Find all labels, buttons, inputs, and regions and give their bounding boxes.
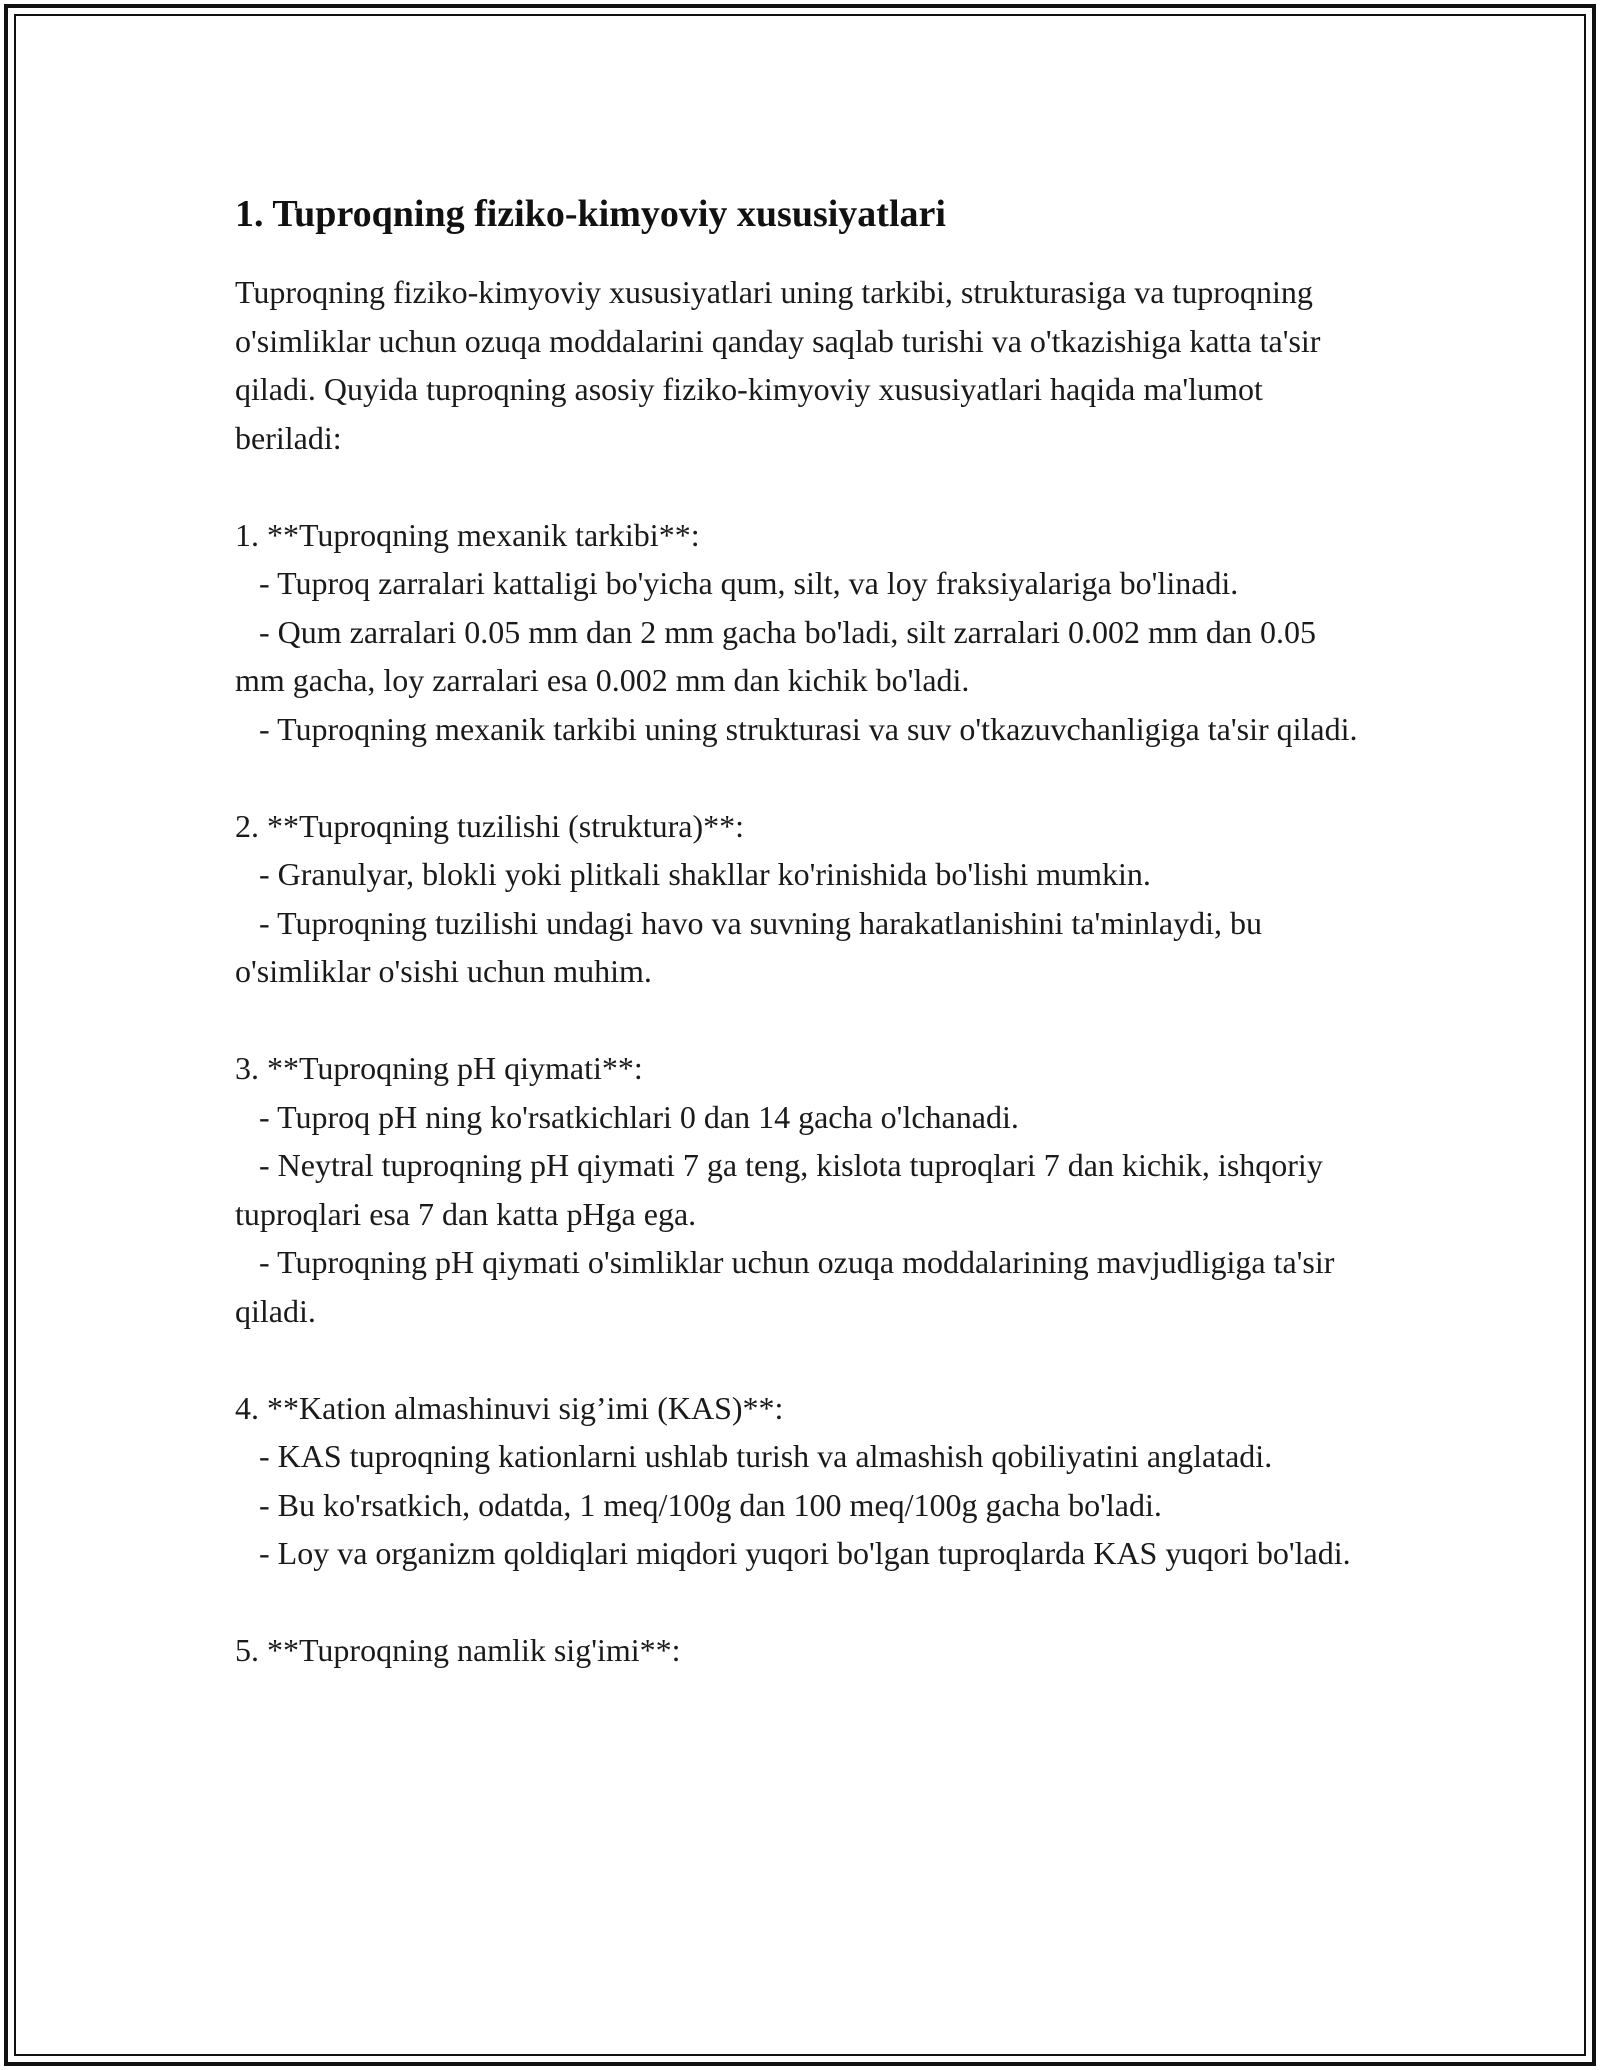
section-title: 5. **Tuproqning namlik sig'imi**: <box>235 1632 681 1668</box>
list-item: - Qum zarralari 0.05 mm dan 2 mm gacha bo'ladi, silt zarralari 0.002 mm dan 0.05 mm gacha, loy zarralari esa 0.002 mm dan kichik bo'ladi. <box>235 613 1325 698</box>
section-title: 1. **Tuproqning mexanik tarkibi**: <box>235 516 700 553</box>
section-namlik-sigimi <box>235 1626 1365 1675</box>
section-tuzilishi <box>235 802 1365 996</box>
section-mexanik-tarkibi <box>235 511 1365 754</box>
section-title: 2. **Tuproqning tuzilishi (struktura)**: <box>235 807 745 844</box>
list-item: - KAS tuproqning kationlarni ushlab turish va almashish qobiliyatini anglatadi. <box>235 1438 1273 1474</box>
list-item: - Granulyar, blokli yoki plitkali shakllar ko'rinishida bo'lishi mumkin. <box>235 856 1151 892</box>
document-body <box>235 190 1365 1675</box>
list-item: - Tuproqning mexanik tarkibi uning strukturasi va suv o'tkazuvchanligiga ta'sir qiladi. <box>235 710 1358 747</box>
list-item: - Neytral tuproqning pH qiymati 7 ga teng, kislota tuproqlari 7 dan kichik, ishqoriy tuproqlari esa 7 dan katta pHga ega. <box>235 1147 1331 1232</box>
paragraph-gap <box>235 753 1365 802</box>
paragraph-gap <box>235 1335 1365 1384</box>
list-item: - Tuproq pH ning ko'rsatkichlari 0 dan 14 gacha o'lchanadi. <box>235 1098 1019 1135</box>
paragraph-gap <box>235 1578 1365 1627</box>
list-item: - Tuproqning pH qiymati o'simliklar uchun ozuqa moddalarining mavjudligiga ta'sir qiladi. <box>235 1244 1343 1329</box>
section-heading: 1. Tuproqning fiziko-kimyoviy xususiyatlari <box>235 193 946 235</box>
section-title: 4. **Kation almashinuvi sig’imi (KAS)**: <box>235 1389 784 1426</box>
intro-paragraph: Tuproqning fiziko-kimyoviy xususiyatlari uning tarkibi, strukturasiga va tuproqning o'simliklar uchun ozuqa moddalarini qanday saqlab turishi va o'tkazishiga katta ta'sir qiladi. Quyida tuproqning asosiy fiziko-kimyoviy xususiyatlari haqida ma'lumot beriladi: <box>235 274 1329 456</box>
list-item: - Tuproqning tuzilishi undagi havo va suvning harakatlanishini ta'minlaydi, bu o'simliklar o'sishi uchun muhim. <box>235 904 1270 989</box>
section-title: 3. **Tuproqning pH qiymati**: <box>235 1050 643 1086</box>
list-item: - Bu ko'rsatkich, odatda, 1 meq/100g dan 100 meq/100g gacha bo'ladi. <box>235 1486 1162 1523</box>
list-item: - Tuproq zarralari kattaligi bo'yicha qum, silt, va loy fraksiyalariga bo'linadi. <box>235 565 1239 601</box>
paragraph-gap <box>235 996 1365 1045</box>
list-item: - Loy va organizm qoldiqlari miqdori yuqori bo'lgan tuproqlarda KAS yuqori bo'ladi. <box>235 1535 1351 1571</box>
section-ph-qiymati <box>235 1044 1365 1335</box>
paragraph-gap <box>235 462 1365 511</box>
section-kas <box>235 1384 1365 1578</box>
